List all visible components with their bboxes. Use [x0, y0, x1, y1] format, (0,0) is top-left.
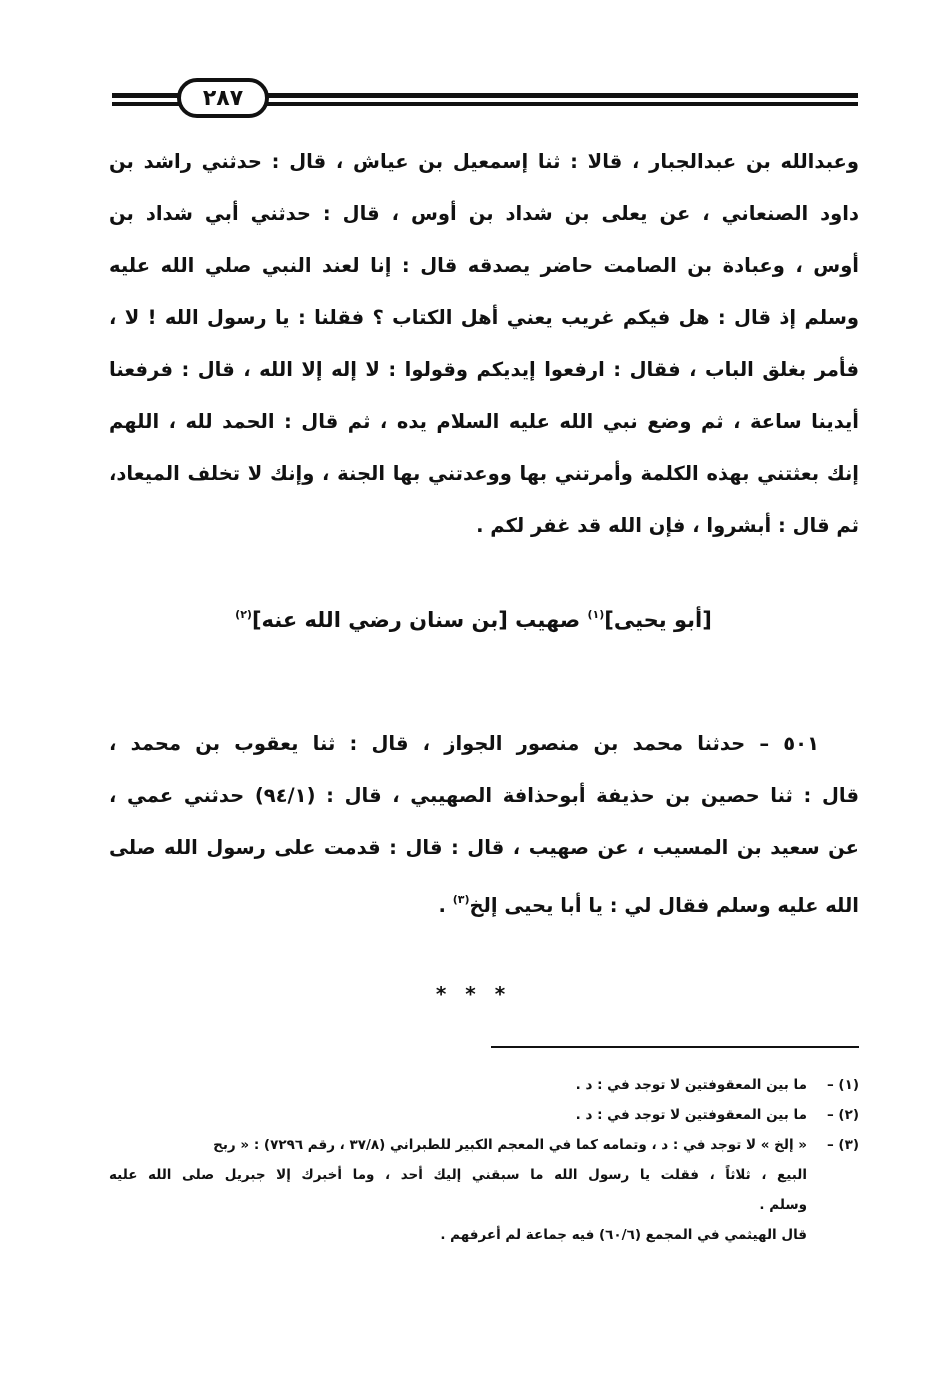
text-line: أوس ، وعبادة بن الصامت حاضر يصدقه قال : إنا لعند النبي صلي الله عليه — [109, 254, 859, 277]
footnote-number: (٢) – — [826, 1107, 859, 1123]
text-line: قال : ثنا حصين بن حذيفة أبوحذافة الصهيبي ، قال : (٩٤/١) حدثني عمي ، — [109, 784, 859, 807]
footnote-extra-note: قال الهيثمي في المجمع (٦٠/٦) فيه جماعة لم أعرفهم . — [440, 1227, 807, 1243]
section-heading — [0, 608, 947, 632]
footnote-text: ما بين المعقوفتين لا توجد في : د . — [575, 1077, 807, 1093]
footnote-number: (١) – — [826, 1077, 859, 1093]
page-number: ٢٨٧ — [202, 85, 244, 111]
text-line: ثم قال : أبشروا ، فإن الله قد غفر لكم . — [476, 514, 859, 537]
hadith-last-text: الله عليه وسلم فقال لي : يا أبا يحيى إلخ — [469, 894, 859, 917]
footnote-rule — [491, 1046, 859, 1048]
hadith-paragraph — [109, 718, 859, 926]
footnote-ref-3[interactable]: (٣) — [452, 893, 470, 906]
intro-paragraph — [109, 136, 859, 552]
footnote-ref-2[interactable]: (٢) — [235, 608, 252, 621]
text-line: عن سعيد بن المسيب ، عن صهيب ، قال : قال : قدمت على رسول الله صلى — [109, 836, 859, 859]
page-header — [112, 74, 858, 124]
footnote-text: ما بين المعقوفتين لا توجد في : د . — [575, 1107, 807, 1123]
heading-part1: [أبو يحيى] — [604, 608, 712, 632]
footnote-3 — [109, 1130, 859, 1160]
text-line: فأمر بغلق الباب ، فقال : ارفعوا إيديكم وقولوا : لا إله إلا الله ، قال : فرفعنا — [109, 358, 859, 381]
hadith-last-tail: . — [438, 894, 453, 917]
footnotes — [109, 1070, 859, 1250]
text-line: وعبدالله بن عبدالجبار ، قالا : ثنا إسمعيل بن عياش ، قال : حدثني راشد بن — [109, 150, 859, 173]
page-number-badge — [177, 78, 269, 118]
footnote-text: « إلخ » لا توجد في : د ، وتمامه كما في المعجم الكبير للطبراني (٣٧/٨ ، رقم ٧٢٩٦) : « ربح — [213, 1137, 807, 1153]
footnote-ref-1[interactable]: (١) — [587, 608, 605, 621]
footnote-1 — [109, 1070, 859, 1100]
text-line: داود الصنعاني ، عن يعلى بن شداد بن أوس ، قال : حدثني أبي شداد بن — [109, 202, 859, 225]
text-line: إنك بعثتني بهذه الكلمة وأمرتني بها ووعدتني بها الجنة ، وإنك لا تخلف الميعاد، — [109, 462, 859, 485]
section-separator: * * * — [435, 982, 512, 1006]
heading-part2: صهيب [بن سنان رضي الله عنه] — [251, 608, 588, 632]
text-line: أيدينا ساعة ، ثم وضع نبي الله عليه السلام يده ، ثم قال : الحمد لله ، اللهم — [109, 410, 859, 433]
text-line-last — [109, 874, 859, 926]
footnote-3-continuation: البيع ، ثلاثاً ، فقلت يا رسول الله ما سبقني إليك أحد ، وما أخبرك إلا جبريل صلى الله عليه — [109, 1167, 807, 1183]
text-line: وسلم إذ قال : هل فيكم غريب يعني أهل الكتاب ؟ فقلنا : يا رسول الله ! لا ، — [109, 306, 859, 329]
text-line: ٥٠١ – حدثنا محمد بن منصور الجواز ، قال : ثنا يعقوب بن محمد ، — [109, 732, 819, 755]
footnote-number: (٣) – — [826, 1137, 859, 1153]
footnote-2 — [109, 1100, 859, 1130]
footnote-3-continuation: وسلم . — [759, 1197, 807, 1213]
